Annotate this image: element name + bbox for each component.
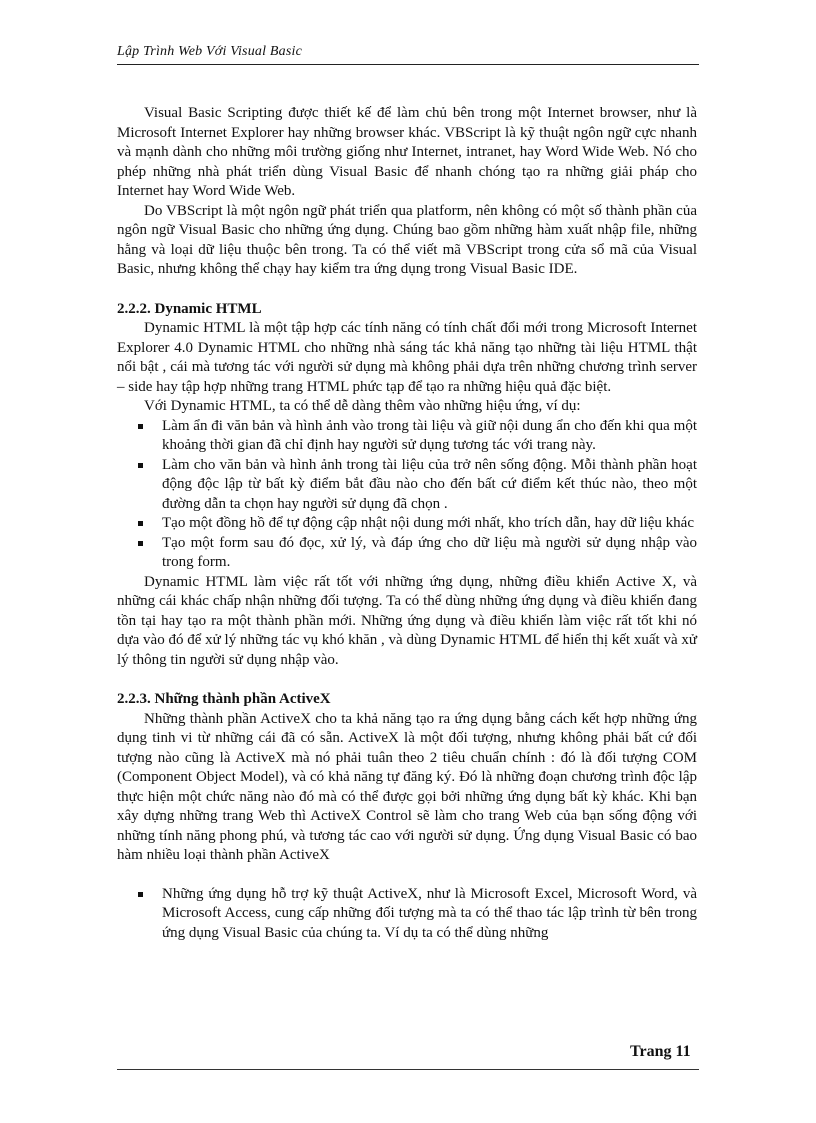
bullet-icon (138, 541, 143, 546)
dhtml-bullet-list (117, 417, 697, 573)
page-body (117, 104, 697, 943)
bullet-icon (138, 424, 143, 429)
list-item (117, 885, 697, 944)
list-item-text: Tạo một form sau đó đọc, xử lý, và đáp ứng cho dữ liệu mà người sử dụng nhập vào trong form. (162, 534, 697, 570)
activex-bullet-list (117, 885, 697, 944)
bullet-icon (138, 892, 143, 897)
bullet-icon (138, 521, 143, 526)
list-item-text: Những ứng dụng hỗ trợ kỹ thuật ActiveX, như là Microsoft Excel, Microsoft Word, và Microsoft Access, cung cấp những đối tượng mà ta có thể thao tác lập trình từ bên trong ứng dụng Visual Basic của chúng ta. Ví dụ ta có thể dùng những (162, 885, 697, 941)
intro-paragraph-1: Visual Basic Scripting được thiết kế để làm chủ bên trong một Internet browser, như là Microsoft Internet Explorer hay những browser khác. VBScript là kỹ thuật ngôn ngữ cực nhanh và mạnh dành cho những môi trường giống như Internet, intranet, hay Word Wide Web. Nó cho phép những nhà phát triển dùng Visual Basic để nhanh chóng tạo ra những giải pháp cho Internet hay Word Wide Web. (117, 105, 697, 199)
list-item-text: Làm ẩn đi văn bản và hình ảnh vào trong tài liệu và giữ nội dung ẩn cho đến khi qua một khoảng thời gian đã chỉ định hay người sử dụng tương tác với trang này. (162, 417, 697, 453)
footer-rule (117, 1069, 699, 1070)
dhtml-paragraph-2: Với Dynamic HTML, ta có thể dễ dàng thêm vào những hiệu ứng, ví dụ: (144, 398, 581, 414)
document-title: Lập Trình Web Với Visual Basic (117, 44, 302, 59)
section-heading-activex: 2.2.3. Những thành phần ActiveX (117, 691, 331, 707)
header-rule (117, 64, 699, 65)
bullet-icon (138, 463, 143, 468)
list-item (117, 456, 697, 515)
page-header (117, 44, 699, 65)
list-item-text: Tạo một đồng hồ để tự động cập nhật nội dung mới nhất, kho trích dẫn, hay dữ liệu khác (162, 515, 695, 531)
page-number: Trang 11 (630, 1043, 691, 1060)
intro-paragraph-2: Do VBScript là một ngôn ngữ phát triển qua platform, nên không có một số thành phần của ngôn ngữ Visual Basic cho những ứng dụng. Chúng bao gồm những hàm xuất nhập file, những hằng và loại dữ liệu thuộc bên trong. Ta có thể viết mã VBScript trong cửa sổ mã của Visual Basic, nhưng không thể chạy hay kiểm tra ứng dụng trong Visual Basic IDE. (117, 202, 697, 277)
dhtml-paragraph-3: Dynamic HTML làm việc rất tốt với những ứng dụng, những điều khiển Active X, và những cái khác chấp nhận những đối tượng. Ta có thể dùng những ứng dụng và điều khiển đang tồn tại hay tạo ra một thành phần mới. Những ứng dụng và điều khiển làm việc rất tốt khi nó dựa vào đó để xử lý những tác vụ khó khăn , và dùng Dynamic HTML để hiển thị kết xuất và xử lý thông tin người sử dụng nhập vào. (117, 573, 697, 668)
list-item (117, 534, 697, 573)
activex-paragraph-1: Những thành phần ActiveX cho ta khả năng tạo ra ứng dụng bằng cách kết hợp những ứng dụng tinh vi từ những cái đã có sẵn. ActiveX là một đối tượng, nhưng không phải bất cứ đối tượng nào cũng là ActiveX mà nó phải tuân theo 2 tiêu chuẩn chính : đó là đối tượng COM (Component Object Model), và có khả năng tự đăng ký. Đó là những đoạn chương trình độc lập thực hiện một chức năng nào đó mà có thể được gọi bởi những ứng dụng bất kỳ khác. Khi bạn xây dựng những trang Web thì ActiveX Control sẽ làm cho trang Web của bạn sống động với những tính năng phong phú, và tương tác cao với người sử dụng. Ứng dụng Visual Basic có bao hàm nhiều loại thành phần ActiveX (117, 710, 697, 863)
list-item-text: Làm cho văn bản và hình ảnh trong tài liệu của trở nên sống động. Mỗi thành phần hoạt động độc lập từ bất kỳ điểm bắt đầu nào cho đến bất cứ điểm kết thúc nào, theo một đường dẫn ta chọn hay người sử dụng đã chọn . (162, 456, 697, 512)
list-item (117, 514, 697, 534)
section-heading-dynamic-html: 2.2.2. Dynamic HTML (117, 300, 262, 317)
dhtml-paragraph-1: Dynamic HTML là một tập hợp các tính năng có tính chất đổi mới trong Microsoft Internet Explorer 4.0 Dynamic HTML cho những nhà sáng tác khả năng tạo những tài liệu HTML thật nổi bật , cái mà tương tác với người sử dụng mà không phải dựa trên những chương trình server – side hay tập hợp những trang HTML phức tạp để tạo ra những hiệu quả đặc biệt. (117, 320, 697, 395)
list-item (117, 417, 697, 456)
spacer (117, 866, 697, 885)
